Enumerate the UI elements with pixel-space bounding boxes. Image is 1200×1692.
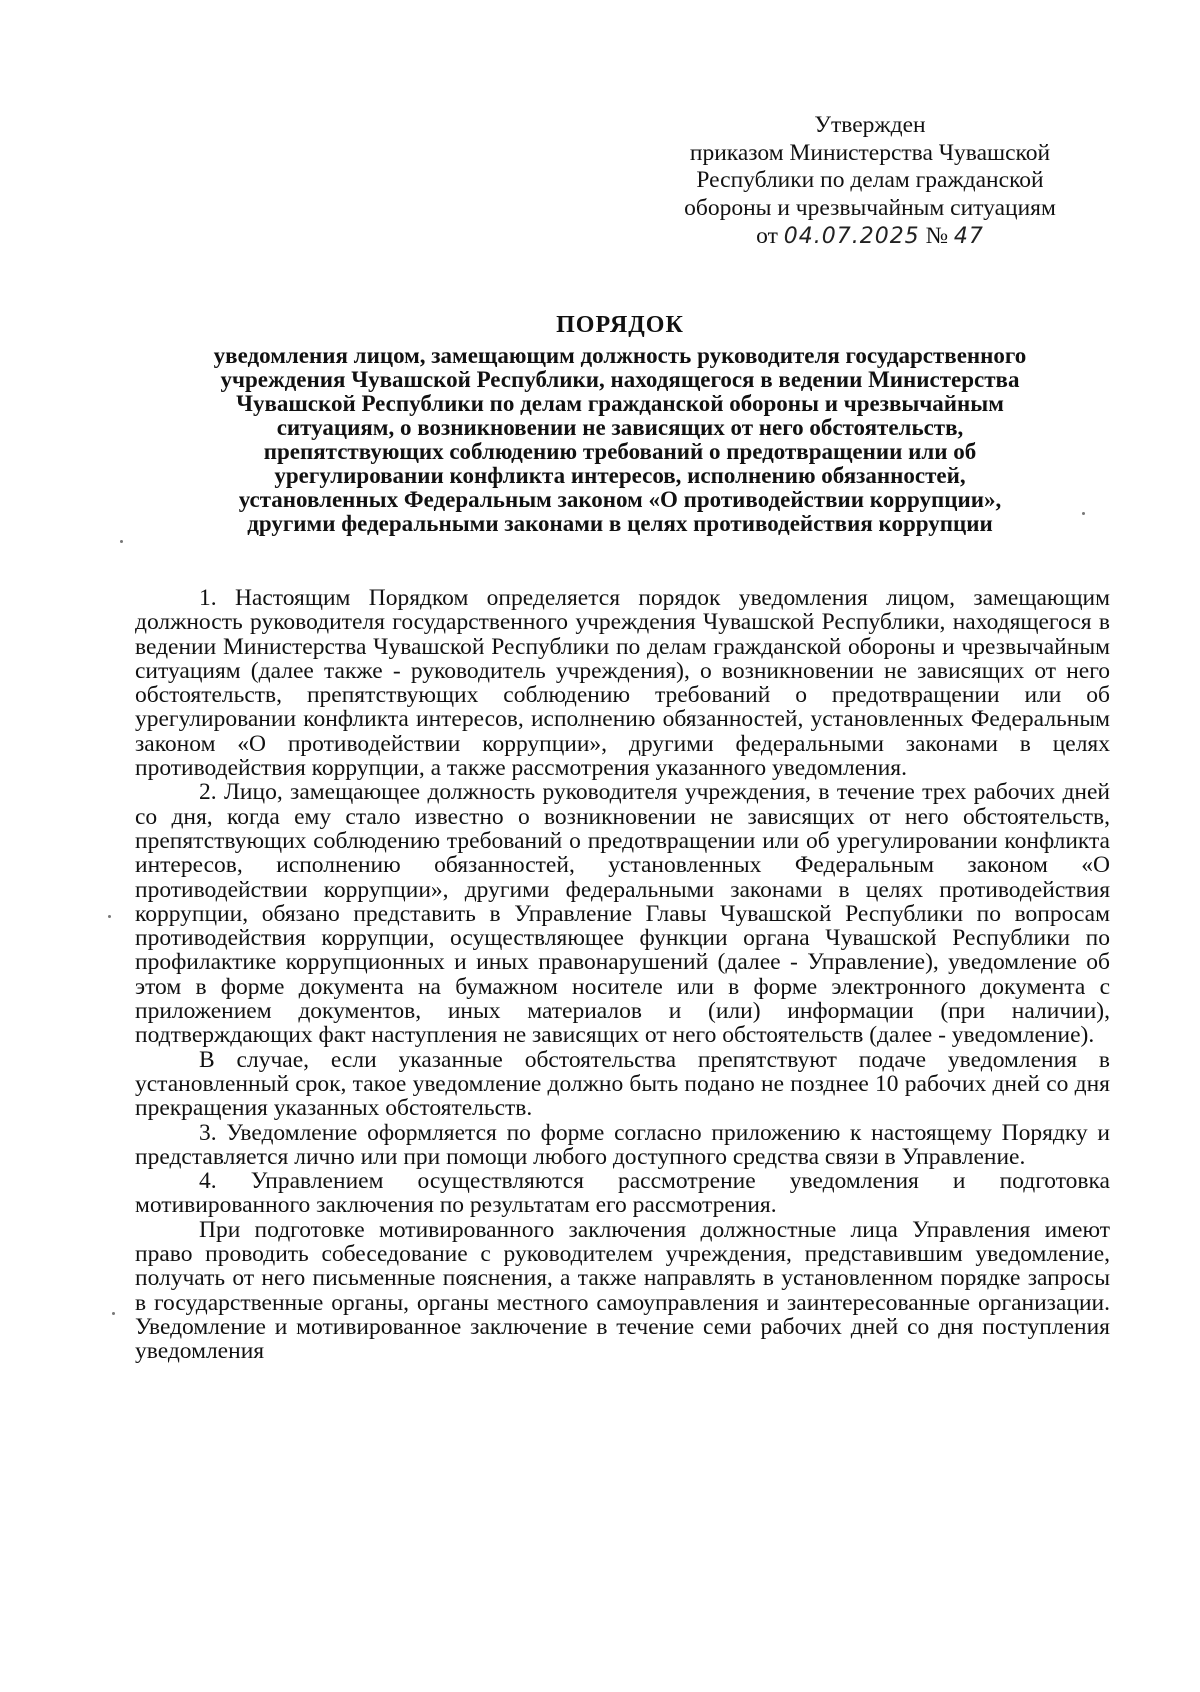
date-prefix: от <box>756 223 778 249</box>
title-line: Чувашской Республики по делам гражданской обороны и чрезвычайным <box>236 391 1004 416</box>
paragraph-2: 2. Лицо, замещающее должность руководителя учреждения, в течение трех рабочих дней со дня, когда ему стало известно о возникновении не зависящих от него обстоятельств, препятствующих соблюдению требований о предотвращении или об урегулировании конфликта интересов, исполнению обязанностей, установленных Федеральным законом «О противодействии коррупции», другими федеральными законами в целях противодействия коррупции, обязано представить в Управление Главы Чувашской Республики по вопросам противодействия коррупции, осуществляющее функции органа Чувашской Республики по профилактике коррупционных и иных правонарушений (далее - Управление), уведомление об этом в форме документа на бумажном носителе или в форме электронного документа с приложением документов, иных материалов и (или) информации (при наличии), подтверждающих факт наступления не зависящих от него обстоятельств (далее - уведомление). <box>135 779 1110 1049</box>
handwritten-date: 04.07.2025 <box>783 224 920 249</box>
approval-line-3: Республики по делам гражданской <box>696 167 1044 193</box>
paragraph-3: 3. Уведомление оформляется по форме согласно приложению к настоящему Порядку и представляется лично или при помощи любого доступного средства связи в Управление. <box>135 1119 1110 1170</box>
approval-line-4: обороны и чрезвычайным ситуациям <box>684 194 1056 221</box>
title-line: уведомления лицом, замещающим должность руководителя государственного <box>213 343 1027 368</box>
approval-stamp <box>640 112 1100 251</box>
handwritten-number: 47 <box>953 224 984 249</box>
scan-speck <box>1082 512 1085 515</box>
title-line: препятствующих соблюдению требований о предотвращении или об <box>263 439 977 464</box>
title-line: другими федеральными законами в целях противодействия коррупции <box>247 511 993 536</box>
document-title <box>130 310 1110 536</box>
approval-line-1: Утвержден <box>814 112 926 138</box>
title-subtitle <box>130 344 1110 536</box>
approval-line-2: приказом Министерства Чувашской <box>689 139 1051 166</box>
approval-date-line <box>640 223 1100 251</box>
title-line: ситуациям, о возникновении не зависящих от него обстоятельств, <box>276 415 964 440</box>
document-body <box>135 586 1110 1364</box>
title-line: установленных Федеральным законом «О противодействии коррупции», <box>238 487 1002 512</box>
paragraph-2-continuation: В случае, если указанные обстоятельства препятствуют подаче уведомления в установленный срок, такое уведомление должно быть подано не позднее 10 рабочих дней со дня прекращения указанных обстоятельств. <box>135 1046 1110 1122</box>
title-line: учреждения Чувашской Республики, находящегося в ведении Министерства <box>220 367 1020 392</box>
paragraph-4-continuation: При подготовке мотивированного заключения должностные лица Управления имеют право проводить собеседование с руководителем учреждения, представившим уведомление, получать от него письменные пояснения, а также направлять в установленном порядке запросы в государственные органы, органы местного самоуправления и заинтересованные организации. Уведомление и мотивированное заключение в течение семи рабочих дней со дня поступления уведомления <box>135 1216 1110 1365</box>
paragraph-4: 4. Управлением осуществляются рассмотрение уведомления и подготовка мотивированного заключения по результатам его рассмотрения. <box>135 1168 1110 1219</box>
scan-speck <box>120 540 123 543</box>
scan-speck <box>112 1312 115 1315</box>
title-line: урегулировании конфликта интересов, исполнению обязанностей, <box>274 463 966 488</box>
paragraph-1: 1. Настоящим Порядком определяется порядок уведомления лицом, замещающим должность руководителя государственного учреждения Чувашской Республики, находящегося в ведении Министерства Чувашской Республики по делам гражданской обороны и чрезвычайным ситуациям (далее также - руководитель учреждения), о возникновении не зависящих от него обстоятельств, препятствующих соблюдению требований о предотвращении или об урегулировании конфликта интересов, исполнению обязанностей, установленных Федеральным законом «О противодействии коррупции», другими федеральными законами в целях противодействия коррупции, а также рассмотрения указанного уведомления. <box>135 585 1110 782</box>
title-main: ПОРЯДОК <box>556 312 684 338</box>
number-prefix: № <box>925 223 948 249</box>
scan-speck <box>108 915 111 918</box>
